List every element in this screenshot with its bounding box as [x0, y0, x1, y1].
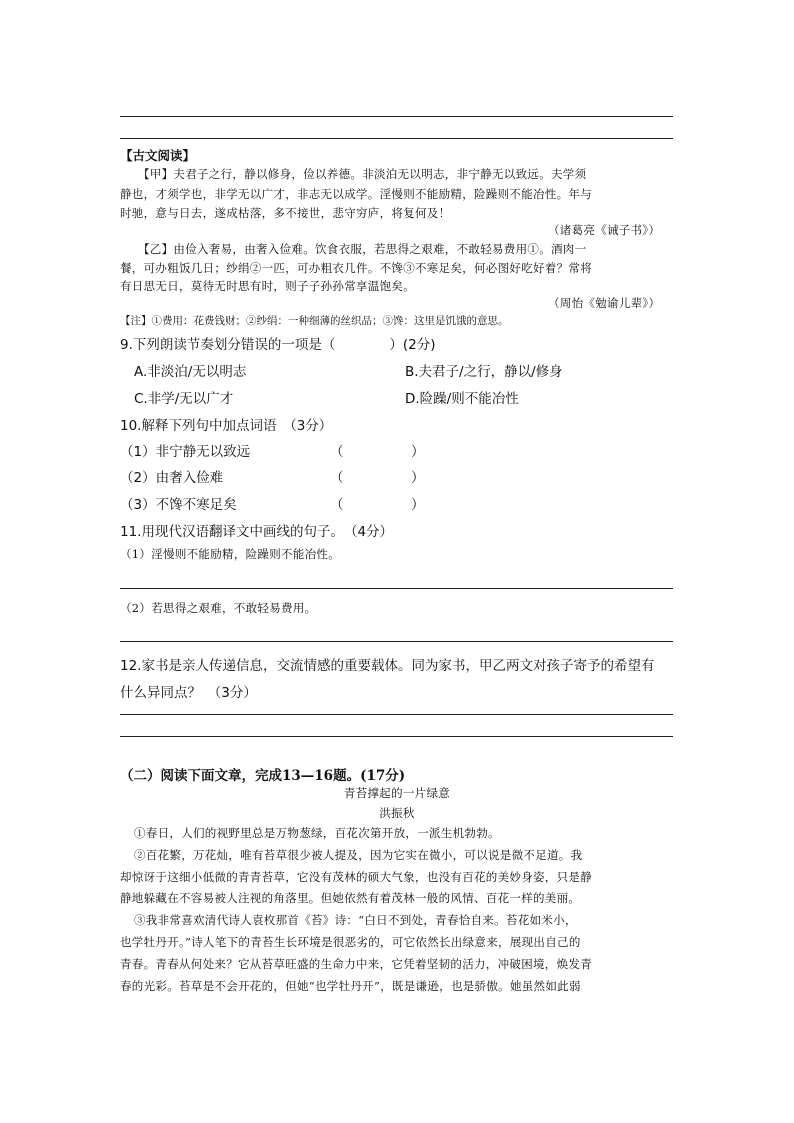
passage-yi-source: （周怡《勉谕儿辈》）: [548, 296, 661, 310]
answer-line: [120, 116, 673, 117]
passage-jia-line: 静也，才须学也，非学无以广才，非志无以成学。淫慢则不能励精，险躁则不能冶性。年与: [120, 187, 592, 201]
passage-yi-line: 【乙】由俭入奢易，由奢入俭难。饮食衣服，若思得之艰难，不敢轻易费用①。酒肉一: [138, 242, 587, 256]
question-11-sub1: （1）淫慢则不能励精，险躁则不能冶性。: [120, 547, 341, 561]
question-9-option-b: B.夫君子/之行，静以/修身: [405, 364, 563, 380]
question-12-line: 12.家书是亲人传递信息，交流情感的重要载体。同为家书，甲乙两文对孩子寄予的希望有: [120, 658, 655, 674]
section-heading-ancient: 【古文阅读】: [120, 148, 196, 163]
section-heading-two: （二）阅读下面文章，完成13—16题。(17分): [120, 768, 406, 784]
answer-blank: （ ）: [330, 497, 425, 513]
passage-jia-line: 时驰，意与日去，遂成枯落，多不接世，悲守穷庐，将复何及！: [120, 206, 451, 220]
answer-line: [120, 588, 673, 589]
passage-jia-line: 【甲】夫君子之行，静以修身，俭以养德。非淡泊无以明志，非宁静无以致远。夫学须: [138, 167, 587, 181]
question-9-option-d: D.险躁/则不能冶性: [405, 391, 519, 407]
answer-line: [120, 714, 673, 715]
answer-blank: （ ）: [330, 470, 425, 486]
answer-blank: （ ）: [330, 444, 425, 460]
article-paragraph-line: 也学牡丹开。”诗人笔下的青苔生长环境是很恶劣的，可它依然长出绿意来，展现出自己的: [120, 935, 581, 949]
article-paragraph-line: 静地躲藏在不容易被人注视的角落里。但她依然有着茂林一般的风情、百花一样的美丽。: [120, 891, 581, 905]
answer-line: [120, 736, 673, 737]
annotation-note: 【注】①费用：花费钱财；②纱绢：一种细薄的丝织品；③馋：这里是饥饿的意思。: [120, 315, 509, 327]
article-author: 洪振秋: [379, 806, 415, 820]
passage-yi-line: 有日思无日，莫待无时思有时，则子子孙孙常享温饱矣。: [120, 279, 415, 293]
question-10-item: （1）非宁静无以致远: [120, 444, 251, 460]
question-11-sub2: （2）若思得之艰难，不敢轻易费用。: [120, 601, 317, 615]
article-paragraph-line: ②百花繁，万花灿，唯有苔草很少被人提及，因为它实在微小，可以说是微不足道。我: [134, 848, 583, 862]
question-10-item: （2）由奢入俭难: [120, 470, 224, 486]
article-paragraph-line: ①春日，人们的视野里总是万物葱绿，百花次第开放，一派生机勃勃。: [134, 826, 500, 840]
article-title: 青苔撑起的一片绿意: [343, 786, 451, 800]
question-10-item: （3）不馋不寒足矣: [120, 497, 237, 513]
article-paragraph-line: ③我非常喜欢清代诗人袁枚那首《苔》诗：“白日不到处，青春恰自来。苔花如米小，: [134, 913, 577, 927]
question-12-line: 什么异同点？ （3分）: [120, 685, 257, 701]
answer-line: [120, 641, 673, 642]
question-9-stem: 9.下列朗读节奏划分错误的一项是（ ）(2分): [120, 337, 436, 353]
question-9-option-a: A.非淡泊/无以明志: [134, 364, 247, 380]
question-10-stem: 10.解释下列句中加点词语 （3分）: [120, 418, 333, 434]
article-paragraph-line: 春的光彩。苔草是不会开花的，但她“也学牡丹开”，既是谦逊，也是骄傲。她虽然如此弱: [120, 979, 581, 993]
question-9-option-c: C.非学/无以广才: [134, 391, 234, 407]
passage-yi-line: 餐，可办粗饭几日；纱绢②一匹，可办粗衣几件。不馋③不寒足矣，何必图好吃好着？常将: [120, 261, 592, 275]
article-paragraph-line: 却惊讶于这细小低微的青青苔草，它没有茂林的硕大气象，也没有百花的美妙身姿，只是静: [120, 870, 592, 884]
article-paragraph-line: 青春。青春从何处来？它从苔草旺盛的生命力中来，它凭着坚韧的活力，冲破困境，焕发青: [120, 957, 592, 971]
question-11-stem: 11.用现代汉语翻译文中画线的句子。 （4分）: [120, 524, 394, 540]
passage-jia-source: （诸葛亮《诫子书》）: [548, 223, 661, 237]
answer-line: [120, 138, 673, 139]
